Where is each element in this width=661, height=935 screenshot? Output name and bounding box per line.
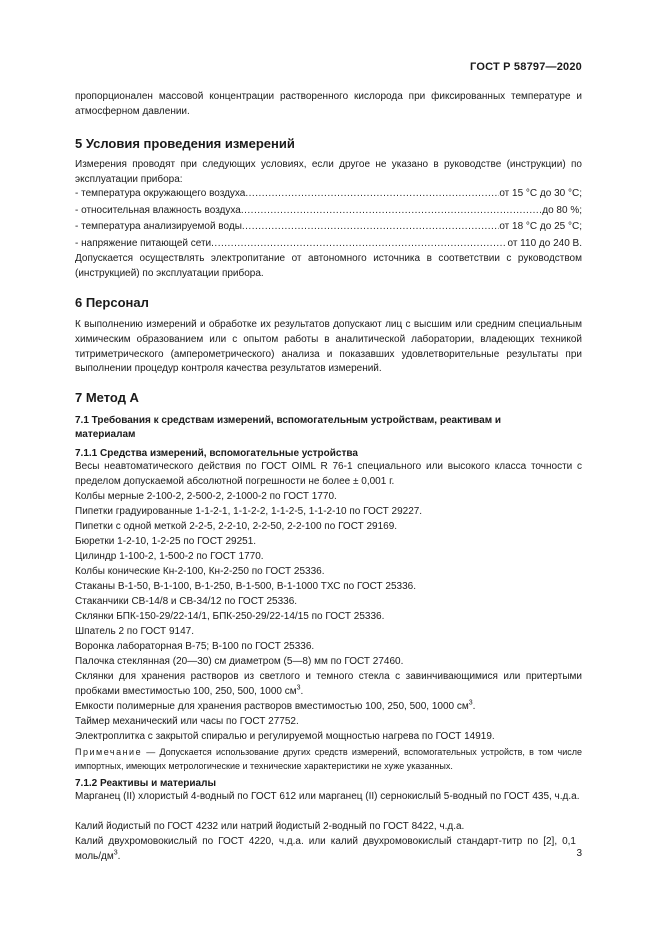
- subsection-7-1-2-title: 7.1.2 Реактивы и материалы: [75, 778, 217, 789]
- condition-value: от 110 до 240 В.: [507, 238, 582, 249]
- list-item: Стаканчики СВ-14/8 и СВ-34/12 по ГОСТ 25336.: [75, 596, 298, 607]
- stove-text: Электроплитка с закрытой спиралью и регулируемой мощностью нагрева по ГОСТ 14919.: [75, 731, 495, 742]
- list-item: Склянки БПК-150-29/22-14/1, БПК-250-29/22-14/15 по ГОСТ 25336.: [75, 611, 385, 622]
- list-item: Колбы мерные 2-100-2, 2-500-2, 2-1000-2 по ГОСТ 1770.: [75, 491, 337, 502]
- scales-text: Весы неавтоматического действия по ГОСТ OIML R 76-1 специального или высокого класса точности с пределом допускаемой абсолютной погрешности не более ± 0,001 г.: [75, 461, 582, 487]
- list-item: Шпатель 2 по ГОСТ 9147.: [75, 626, 194, 637]
- condition-row: [75, 204, 582, 218]
- section-6-text: К выполнению измерений и обработке их результатов допускают лиц с высшим или средним специальным химическим образованием или с опытом работы в аналитической лаборатории, владеющих техникой титриметрического (амперометрического) анализа и показавших удовлетворительные результаты при выполнении процедур контроля качества результатов измерений.: [75, 319, 582, 375]
- section-7-title: 7 Метод А: [75, 390, 139, 405]
- condition-label: - температура анализируемой воды: [75, 221, 242, 232]
- condition-row: [75, 187, 582, 201]
- condition-label: - температура окружающего воздуха: [75, 188, 246, 199]
- reagent-item: Калий двухромовокислый по ГОСТ 4220, ч.д.а. или калий двухромовокислый стандарт-титр по [2], 0,1 моль/$дм^3$.: [75, 836, 576, 862]
- intro-paragraph: [75, 90, 582, 120]
- condition-label: - относительная влажность воздуха: [75, 205, 241, 216]
- list-item: Пипетки градуированные 1-1-2-1, 1-1-2-2, 1-1-2-5, 1-1-2-10 по ГОСТ 29227.: [75, 506, 423, 517]
- page-number: 3: [576, 848, 582, 859]
- list-item: Цилиндр 1-100-2, 1-500-2 по ГОСТ 1770.: [75, 551, 264, 562]
- list-item: Палочка стеклянная (20—30) см диаметром (5—8) мм по ГОСТ 27460.: [75, 656, 404, 667]
- note-text: — Допускается использование других средств измерений, вспомогательных устройств, в том числе импортных, имеющих метрологические и технические характеристики не хуже указанных.: [75, 747, 582, 771]
- list-item: Колбы конические Кн-2-100, Кн-2-250 по ГОСТ 25336.: [75, 566, 325, 577]
- section-6-title: 6 Персонал: [75, 295, 149, 310]
- subsection-7-1-title: 7.1 Требования к средствам измерений, вспомогательным устройствам, реактивам и материалам: [75, 415, 502, 440]
- list-item: Пипетки с одной меткой 2-2-5, 2-2-10, 2-2-50, 2-2-100 по ГОСТ 29169.: [75, 521, 398, 532]
- condition-label: - напряжение питающей сети: [75, 238, 212, 249]
- containers-text: Емкости полимерные для хранения растворов вместимостью 100, 250, 500, 1000 $см^3$.: [75, 699, 476, 712]
- condition-row: [75, 220, 582, 234]
- condition-row: [75, 237, 582, 251]
- section-5-note: Допускается осуществлять электропитание от автономного источника в соответствии с руководством (инструкцией) по эксплуатации прибора.: [75, 253, 582, 279]
- flasks-text: Склянки для хранения растворов из светлого и темного стекла с завинчивающимися или притертыми пробками вместимостью 100, 250, 500, 1000 $см^3$.: [75, 671, 582, 697]
- section-5-title: 5 Условия проведения измерений: [75, 136, 295, 151]
- condition-value: от 18 °С до 25 °С;: [499, 221, 582, 232]
- reagent-item: Калий йодистый по ГОСТ 4232 или натрий йодистый 2-водный по ГОСТ 8422, ч.д.а.: [75, 821, 465, 832]
- list-item: Воронка лабораторная В-75; В-100 по ГОСТ 25336.: [75, 641, 315, 652]
- subsection-7-1-1-title: 7.1.1 Средства измерений, вспомогательные устройства: [75, 448, 358, 459]
- list-item: Стаканы В-1-50, В-1-100, В-1-250, В-1-500, В-1-1000 ТХС по ГОСТ 25336.: [75, 581, 416, 592]
- condition-value: от 15 °С до 30 °С;: [499, 188, 582, 199]
- list-item: Бюретки 1-2-10, 1-2-25 по ГОСТ 29251.: [75, 536, 257, 547]
- section-5-intro: Измерения проводят при следующих условиях, если другое не указано в руководстве (инструкции) по эксплуатации прибора:: [75, 159, 582, 185]
- note-label: Примечание: [75, 747, 143, 757]
- timer-text: Таймер механический или часы по ГОСТ 27752.: [75, 716, 299, 727]
- note-block: [75, 746, 582, 773]
- intro-text: пропорционален массовой концентрации растворенного кислорода при фиксированных температуре и атмосферном давлении.: [75, 91, 582, 117]
- reagent-item: Марганец (II) хлористый 4-водный по ГОСТ 612 или марганец (II) сернокислый 5-водный по ГОСТ 435, ч.д.а.: [75, 791, 580, 802]
- condition-value: до 80 %;: [542, 205, 582, 216]
- standard-id: ГОСТ Р 58797—2020: [470, 61, 582, 73]
